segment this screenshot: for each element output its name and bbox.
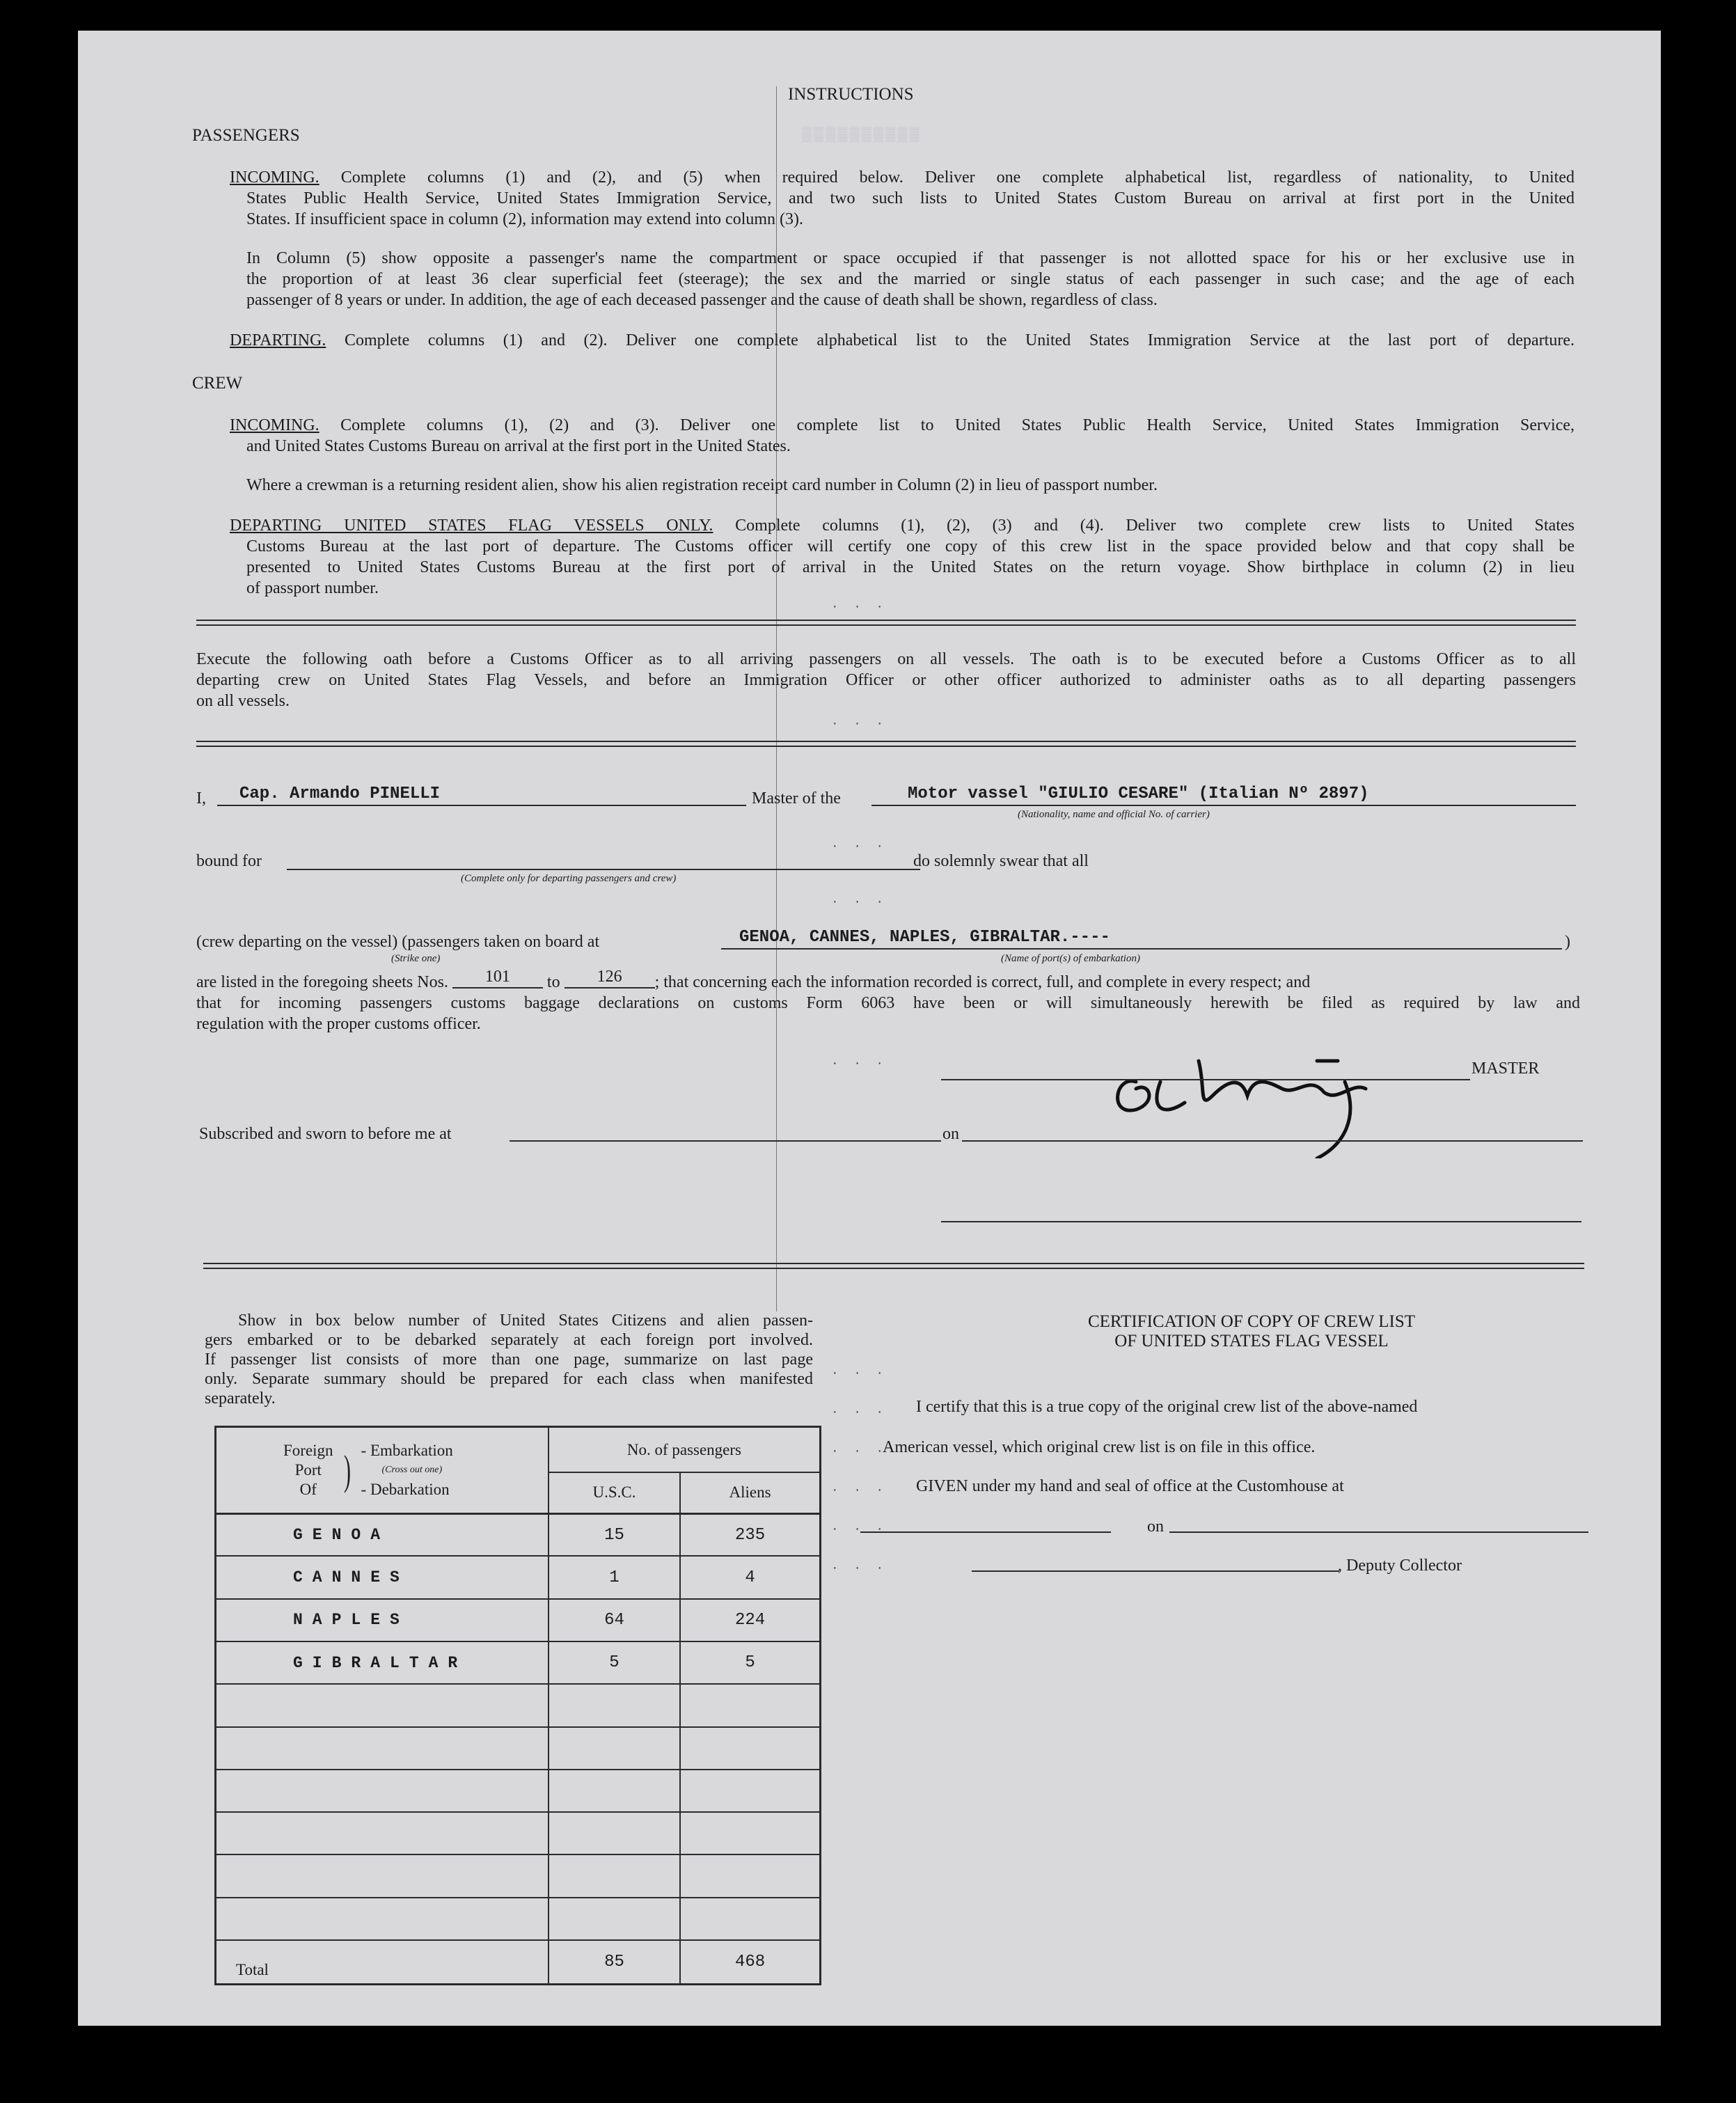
brace-icon: ) [343, 1447, 351, 1493]
master-name[interactable]: Cap. Armando PINELLI [239, 785, 441, 803]
column5-line-3: passenger of 8 years or under. In addition, the age of each deceased passenger and the cause of death shall be shown, regardless of class. [246, 291, 1158, 309]
table-row [216, 1770, 821, 1812]
aliens-header: Aliens [680, 1472, 820, 1513]
sheet-to[interactable]: 126 [565, 966, 655, 989]
sheet-from[interactable]: 101 [452, 966, 543, 989]
table-row [216, 1556, 821, 1598]
row-aliens[interactable]: 4 [680, 1556, 820, 1598]
summary-note-line-3: If passenger list consists of more than one page, summarize on last page [205, 1350, 813, 1369]
passengers-incoming-text-1: Complete columns (1) and (2), and (5) when required below. Deliver one complete alphabetical list, regardless of nationality, to United [340, 168, 1575, 187]
table-row [216, 1812, 821, 1854]
row-port[interactable]: GIBRALTAR [216, 1641, 549, 1684]
crew-incoming-text-1: Complete columns (1), (2) and (3). Deliver one complete list to United States Public Health Service, United States Immigration Service, [340, 416, 1575, 434]
dots-decoration: · · · [833, 838, 890, 853]
row-usc[interactable]: 64 [549, 1599, 680, 1641]
row-port[interactable]: GENOA [216, 1513, 549, 1556]
double-rule-3 [203, 1263, 1584, 1269]
row-aliens[interactable] [680, 1770, 820, 1812]
table-row [216, 1727, 821, 1770]
crew-departing-line-3: presented to United States Customs Bureau at the first port of arrival in the United States on the return voyage. Show birthplace in column (2) in lieu [246, 558, 1575, 576]
table-row [216, 1898, 821, 1940]
summary-note-line-1: Show in box below number of United States Citizens and alien passen- [238, 1312, 813, 1330]
bound-for-line[interactable] [287, 869, 920, 870]
ports-close-paren: ) [1565, 933, 1570, 951]
column5-line-2: the proportion of at least 36 clear superficial feet (steerage); the sex and the married or single status of each passenger in such case; and the age of each [246, 270, 1575, 288]
embark-debark [361, 1441, 453, 1499]
row-port[interactable] [216, 1854, 549, 1897]
certification-line-1: I certify that this is a true copy of the original crew list of the above-named [916, 1398, 1418, 1416]
ports-line [721, 948, 1562, 950]
crew-incoming-label: INCOMING. [230, 416, 319, 434]
row-usc[interactable] [549, 1684, 680, 1726]
row-aliens[interactable] [680, 1854, 820, 1897]
row-port[interactable]: CANNES [216, 1556, 549, 1598]
double-rule-2 [196, 741, 1576, 747]
instructions-title: INSTRUCTIONS [788, 85, 914, 104]
crew-departing-label: DEPARTING UNITED STATES FLAG VESSELS ONLY. [230, 517, 713, 535]
crew-heading: CREW [192, 374, 243, 393]
row-usc[interactable]: 1 [549, 1556, 680, 1598]
summary-note-line-2: gers embarked or to be debarked separately at each foreign port involved. [205, 1331, 813, 1349]
faded-stamp: ▒▒▒▒▒▒▒▒▒▒ [802, 127, 922, 142]
oath-intro-line-1: Execute the following oath before a Customs Officer as to all arriving passengers on all vessels. The oath is to be executed before a Customs Officer as to all [196, 650, 1576, 668]
dots-decoration: · · · [833, 1055, 890, 1071]
head-debarkation[interactable]: - Debarkation [361, 1480, 450, 1498]
strike-caption: (Strike one) [391, 953, 441, 964]
head-cross-out: (Cross out one) [381, 1464, 443, 1475]
table-row [216, 1599, 821, 1641]
total-aliens[interactable]: 468 [680, 1940, 820, 1985]
row-aliens[interactable] [680, 1812, 820, 1854]
master-of-label: Master of the [752, 789, 841, 808]
master-signature-line [941, 1079, 1470, 1080]
master-label: MASTER [1471, 1060, 1540, 1078]
passengers-incoming-label: INCOMING. [230, 168, 319, 187]
dots-decoration: · · · [833, 599, 890, 614]
table-row [216, 1641, 821, 1684]
row-usc[interactable] [549, 1898, 680, 1940]
passengers-departing-text: Complete columns (1) and (2). Deliver one complete alphabetical list to the United States Immigration Service at the last port of departure. [344, 331, 1575, 349]
row-port[interactable] [216, 1770, 549, 1812]
subscribed-label: Subscribed and sworn to before me at [199, 1125, 452, 1143]
table-header-row [216, 1427, 821, 1473]
customhouse-date-line[interactable] [1169, 1531, 1588, 1533]
oath-intro-line-3: on all vessels. [196, 692, 290, 710]
crew-departing-line-2: Customs Bureau at the last port of departure. The Customs officer will certify one copy of this crew list in the space provided below and that copy shall be [246, 537, 1575, 556]
bound-for-caption: (Complete only for departing passengers and crew) [461, 873, 677, 884]
vessel-caption: (Nationality, name and official No. of carrier) [1018, 809, 1210, 820]
head-of: Of [299, 1480, 317, 1498]
row-usc[interactable] [549, 1854, 680, 1897]
table-row [216, 1513, 821, 1556]
crew-departing-line-1 [230, 515, 1575, 536]
passengers-heading: PASSENGERS [192, 126, 300, 145]
subscribed-date-line[interactable] [962, 1140, 1583, 1142]
row-usc[interactable] [549, 1770, 680, 1812]
vessel-line [871, 805, 1576, 806]
dots-decoration: · · · [833, 716, 890, 731]
bound-for-label: bound for [196, 852, 262, 870]
head-embarkation[interactable]: - Embarkation [361, 1441, 453, 1459]
listed-label: are listed in the foregoing sheets Nos. [196, 973, 448, 991]
certification-line-3: GIVEN under my hand and seal of office at the Customhouse at [916, 1477, 1344, 1495]
sheets-line [196, 968, 1311, 994]
row-aliens[interactable]: 235 [680, 1513, 820, 1556]
form-page [78, 31, 1661, 2026]
crew-departing-text-1: Complete columns (1), (2), (3) and (4). Deliver two complete crew lists to United States [735, 517, 1575, 535]
row-aliens[interactable]: 224 [680, 1599, 820, 1641]
table-row [216, 1684, 821, 1726]
to-label: to [546, 973, 560, 991]
customhouse-place-line[interactable] [860, 1531, 1111, 1533]
crew-incoming-line-2: and United States Customs Bureau on arrival at the first port in the United States. [246, 437, 791, 455]
row-aliens[interactable] [680, 1898, 820, 1940]
oath-i-label: I, [196, 789, 206, 808]
passengers-incoming-line-2: States Public Health Service, United States Immigration Service, and two such lists to United States Custom Bureau on arrival at first port in the United [246, 189, 1575, 207]
certification-line-2: American vessel, which original crew list is on file in this office. [883, 1438, 1316, 1456]
row-port[interactable]: NAPLES [216, 1599, 549, 1641]
certification-title-2: OF UNITED STATES FLAG VESSEL [1114, 1332, 1389, 1350]
subscribed-on-label: on [942, 1125, 959, 1143]
embarkation-ports[interactable]: GENOA, CANNES, NAPLES, GIBRALTAR.---- [739, 928, 1110, 947]
usc-header: U.S.C. [549, 1472, 680, 1513]
master-signature [1108, 1033, 1428, 1158]
crew-incoming-line-1 [230, 415, 1575, 436]
row-usc[interactable]: 5 [549, 1641, 680, 1684]
foreign-port-of [283, 1441, 333, 1499]
row-aliens[interactable]: 5 [680, 1641, 820, 1684]
oath-after-line-2: regulation with the proper customs officer. [196, 1015, 481, 1033]
passengers-group-header: No. of passengers [549, 1427, 821, 1473]
dots-decoration: · · · · · · · · · · · · · · · · · · [833, 1365, 890, 1575]
column5-line-1: In Column (5) show opposite a passenger's name the compartment or space occupied if that passenger is not allotted space for his or her exclusive use in [246, 249, 1575, 267]
passengers-departing-label: DEPARTING. [230, 331, 326, 349]
passengers-incoming-line-3: States. If insufficient space in column (2), information may extend into column (3). [246, 210, 804, 228]
row-port[interactable] [216, 1898, 549, 1940]
total-label: Total [216, 1940, 549, 1985]
passengers-incoming-line-1 [230, 167, 1575, 188]
correct-text: ; that concerning each the information recorded is correct, full, and complete in every respect; and [654, 973, 1311, 991]
master-name-line [217, 805, 746, 806]
ports-caption: (Name of port(s) of embarkation) [1001, 953, 1140, 964]
port-header-cell [216, 1427, 549, 1514]
row-port[interactable] [216, 1812, 549, 1854]
passengers-departing-line [230, 330, 1575, 351]
total-usc[interactable]: 85 [549, 1940, 680, 1985]
subscribed-place-line[interactable] [510, 1140, 941, 1142]
double-rule-1 [196, 620, 1576, 626]
certification-title-1: CERTIFICATION OF COPY OF CREW LIST [1087, 1312, 1416, 1331]
vessel-name[interactable]: Motor vassel "GIULIO CESARE" (Italian Nº 2897) [908, 785, 1369, 803]
total-row [216, 1940, 821, 1985]
row-aliens[interactable] [680, 1684, 820, 1726]
deputy-signature-line[interactable] [972, 1570, 1339, 1572]
head-foreign: Foreign [283, 1441, 333, 1459]
certification-on-label: on [1147, 1518, 1164, 1536]
summary-note-line-5: separately. [205, 1389, 276, 1408]
crew-resident-line: Where a crewman is a returning resident alien, show his alien registration receipt card number in Column (2) in lieu of passport number. [246, 476, 1158, 494]
summary-note-line-4: only. Separate summary should be prepared for each class when manifested [205, 1370, 813, 1388]
row-usc[interactable]: 15 [549, 1513, 680, 1556]
row-aliens[interactable] [680, 1727, 820, 1770]
row-port[interactable] [216, 1727, 549, 1770]
deputy-collector-label: , Deputy Collector [1338, 1557, 1462, 1575]
row-usc[interactable] [549, 1812, 680, 1854]
officer-signature-line[interactable] [941, 1221, 1581, 1222]
row-usc[interactable] [549, 1727, 680, 1770]
passenger-summary-table [214, 1426, 821, 1985]
crew-passengers-label: (crew departing on the vessel) (passengers taken on board at [196, 933, 600, 951]
oath-intro-line-2: departing crew on United States Flag Vessels, and before an Immigration Officer or other officer authorized to administer oaths as to all departing passengers [196, 671, 1576, 689]
row-port[interactable] [216, 1684, 549, 1726]
dots-decoration: · · · [833, 894, 890, 909]
oath-after-line-1: that for incoming passengers customs baggage declarations on customs Form 6063 have been or will simultaneously herewith be filed as required by law and [196, 994, 1580, 1012]
head-port: Port [294, 1460, 322, 1479]
table-row [216, 1854, 821, 1897]
crew-departing-line-4: of passport number. [246, 579, 379, 597]
swear-label: do solemnly swear that all [913, 852, 1089, 870]
